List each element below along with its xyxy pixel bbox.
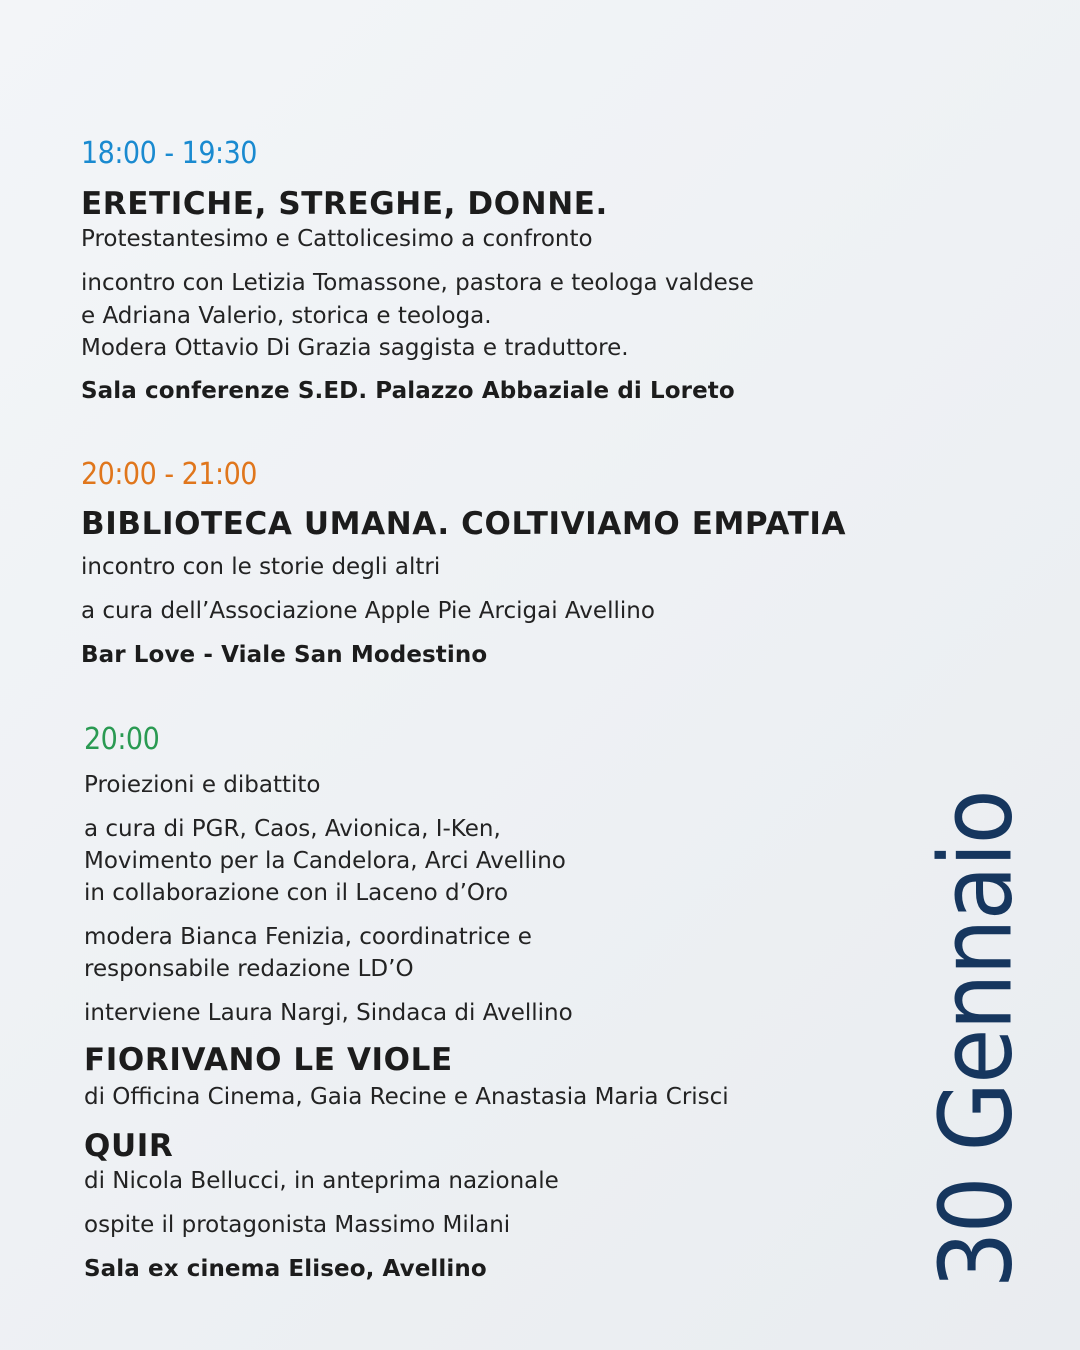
event1-desc-line: incontro con Letizia Tomassone, pastora e teologa valdese: [81, 270, 754, 296]
event1-time: 18:00 - 19:30: [81, 136, 257, 171]
event3-speaker: interviene Laura Nargi, Sindaca di Avellino: [84, 1000, 573, 1026]
event3-organizers-line: a cura di PGR, Caos, Avionica, I-Ken,: [84, 816, 501, 842]
event3-organizers-line: Movimento per la Candelora, Arci Avellino: [84, 848, 566, 874]
film1-title: FIORIVANO LE VIOLE: [84, 1042, 453, 1078]
film2-title: QUIR: [84, 1128, 174, 1164]
film1-credits: di Officina Cinema, Gaia Recine e Anastasia Maria Crisci: [84, 1084, 729, 1110]
event3-moderator-line: responsabile redazione LD’O: [84, 956, 414, 982]
event1-location: Sala conferenze S.ED. Palazzo Abbaziale di Loreto: [81, 378, 735, 404]
event3-organizers-line: in collaborazione con il Laceno d’Oro: [84, 880, 509, 906]
event1-subtitle: Protestantesimo e Cattolicesimo a confronto: [81, 226, 593, 252]
event1-title: ERETICHE, STREGHE, DONNE.: [81, 186, 608, 222]
event2-time: 20:00 - 21:00: [81, 457, 257, 492]
event2-location: Bar Love - Viale San Modestino: [81, 642, 488, 668]
date-label: 30 Gennaio: [917, 791, 1035, 1289]
event2-desc: a cura dell’Associazione Apple Pie Arcigai Avellino: [81, 598, 655, 624]
event3-guest: ospite il protagonista Massimo Milani: [84, 1212, 511, 1238]
event3-intro: Proiezioni e dibattito: [84, 772, 321, 798]
event3-location: Sala ex cinema Eliseo, Avellino: [84, 1256, 487, 1282]
film2-credits: di Nicola Bellucci, in anteprima nazionale: [84, 1168, 559, 1194]
event2-title: BIBLIOTECA UMANA. COLTIVIAMO EMPATIA: [81, 506, 847, 542]
event3-moderator-line: modera Bianca Fenizia, coordinatrice e: [84, 924, 532, 950]
event1-desc-line: e Adriana Valerio, storica e teologa.: [81, 303, 492, 329]
event1-desc-line: Modera Ottavio Di Grazia saggista e traduttore.: [81, 335, 629, 361]
event3-time: 20:00: [84, 722, 160, 757]
event2-subtitle: incontro con le storie degli altri: [81, 554, 441, 580]
